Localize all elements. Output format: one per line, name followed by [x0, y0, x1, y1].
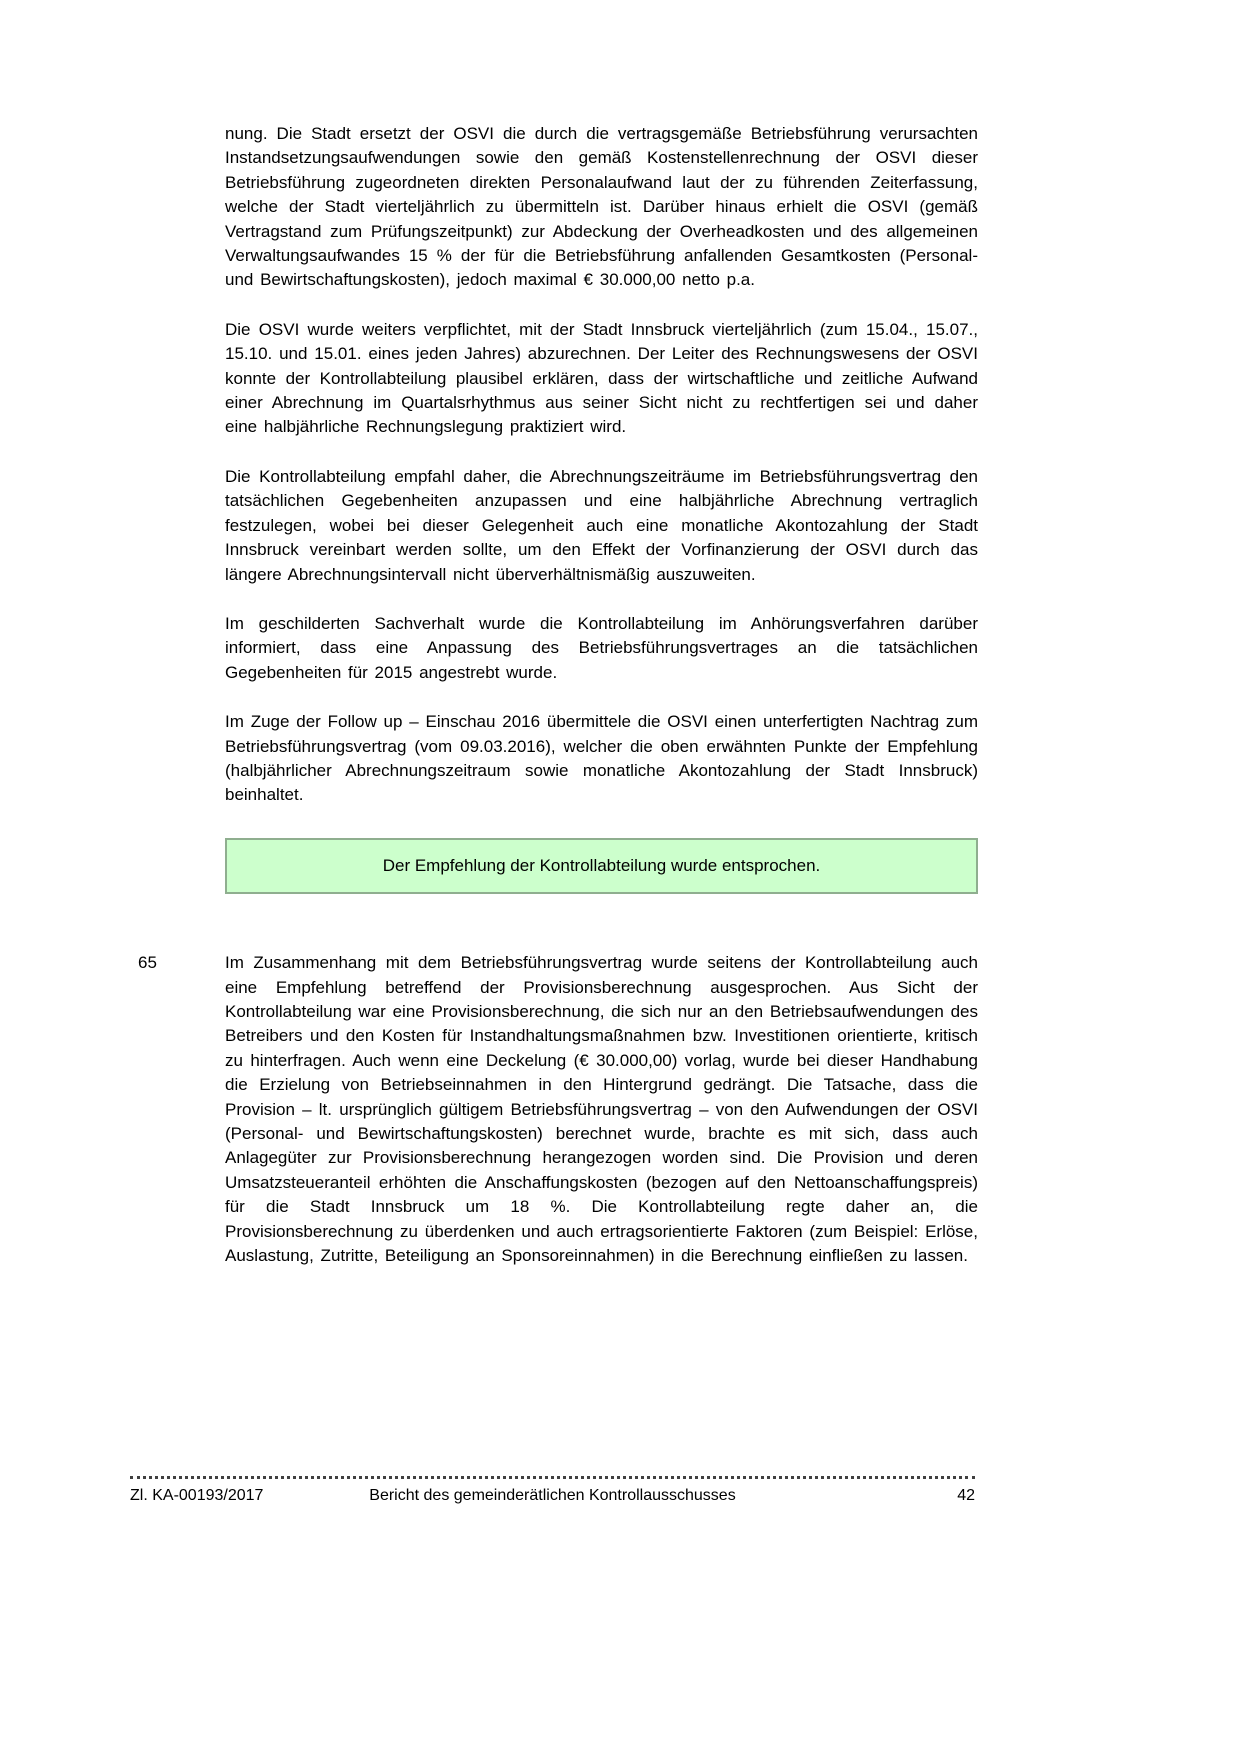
paragraph: Im Zuge der Follow up – Einschau 2016 übermittele die OSVI einen unterfertigten Nachtrag zum Betriebsführungsvertrag (vom 09.03.2016), welcher die oben erwähnten Punkte der Empfehlung (halbjährlicher Abrechnungszeitraum sowie monatliche Akontozahlung der Stadt Innsbruck) beinhaltet.: [225, 712, 978, 805]
paragraph: Die OSVI wurde weiters verpflichtet, mit der Stadt Innsbruck vierteljährlich (zum 15.04., 15.07., 15.10. und 15.01. eines jeden Jahres) abzurechnen. Der Leiter des Rechnungswesens der OSVI konnte der Kontrollabteilung plausibel erklären, dass der wirtschaftliche und zeitliche Aufwand einer Abrechnung im Quartalsrhythmus aus seiner Sicht nicht zu rechtfertigen sei und daher eine halbjährliche Rechnungslegung praktiziert wird.: [225, 319, 978, 437]
footer-row: [130, 1486, 975, 1506]
footer-page-number: 42: [957, 1487, 975, 1504]
recommendation-text: Der Empfehlung der Kontrollabteilung wurde entsprochen.: [382, 855, 821, 875]
footer-divider: [130, 1476, 975, 1479]
recommendation-box: [225, 838, 978, 894]
footer-reference: Zl. KA-00193/2017: [130, 1487, 264, 1504]
item-number: 65: [138, 953, 157, 973]
footer-title: Bericht des gemeinderätlichen Kontrollausschusses: [369, 1487, 736, 1504]
numbered-item-65: [138, 951, 978, 1268]
paragraph: Die Kontrollabteilung empfahl daher, die Abrechnungszeiträume im Betriebsführungsvertrag den tatsächlichen Gegebenheiten anzupassen und eine halbjährliche Abrechnung vertraglich festzulegen, wobei bei dieser Gelegenheit auch eine monatliche Akontozahlung der Stadt Innsbruck vereinbart werden sollte, um den Effekt der Vorfinanzierung der OSVI durch das längere Abrechnungsintervall nicht überverhältnismäßig auszuweiten.: [225, 466, 978, 584]
page-footer: [130, 1476, 975, 1506]
paragraph: nung. Die Stadt ersetzt der OSVI die durch die vertragsgemäße Betriebsführung verursachten Instandsetzungsaufwendungen sowie den gemäß Kostenstellenrechnung der OSVI dieser Betriebsführung zugeordneten direkten Personalaufwand laut der zu führenden Zeiterfassung, welche der Stadt vierteljährlich zu übermitteln ist. Darüber hinaus erhielt die OSVI (gemäß Vertragstand zum Prüfungszeitpunkt) zur Abdeckung der Overheadkosten und des allgemeinen Verwaltungsaufwandes 15 % der für die Betriebsführung anfallenden Gesamtkosten (Personal- und Bewirtschaftungskosten), jedoch maximal € 30.000,00 netto p.a.: [225, 124, 978, 290]
paragraph: Im geschilderten Sachverhalt wurde die Kontrollabteilung im Anhörungsverfahren darüber informiert, dass eine Anpassung des Betriebsführungsvertrages an die tatsächlichen Gegebenheiten für 2015 angestrebt wurde.: [225, 613, 978, 682]
item-text: Im Zusammenhang mit dem Betriebsführungsvertrag wurde seitens der Kontrollabteilung auch eine Empfehlung betreffend der Provisionsberechnung ausgesprochen. Aus Sicht der Kontrollabteilung war eine Provisionsberechnung, die sich nur an den Betriebsaufwendungen des Betreibers und den Kosten für Instandhaltungsmaßnahmen bzw. Investitionen orientierte, kritisch zu hinterfragen. Auch wenn eine Deckelung (€ 30.000,00) vorlag, wurde bei dieser Handhabung die Erzielung von Betriebseinnahmen in den Hintergrund gedrängt. Die Tatsache, dass die Provision – lt. ursprünglich gültigem Betriebsführungsvertrag – von den Aufwendungen der OSVI (Personal- und Bewirtschaftungskosten) berechnet wurde, brachte es mit sich, dass auch Anlagegüter zur Provisionsberechnung herangezogen worden sind. Die Provision und deren Umsatzsteueranteil erhöhten die Anschaffungskosten (bezogen auf den Nettoanschaffungspreis) für die Stadt Innsbruck um 18 %. Die Kontrollabteilung regte daher an, die Provisionsberechnung zu überdenken und auch ertragsorientierte Faktoren (zum Beispiel: Erlöse, Auslastung, Zutritte, Beteiligung an Sponsoreinnahmen) in die Berechnung einfließen zu lassen.: [225, 953, 978, 1266]
page-body: [138, 122, 978, 1293]
